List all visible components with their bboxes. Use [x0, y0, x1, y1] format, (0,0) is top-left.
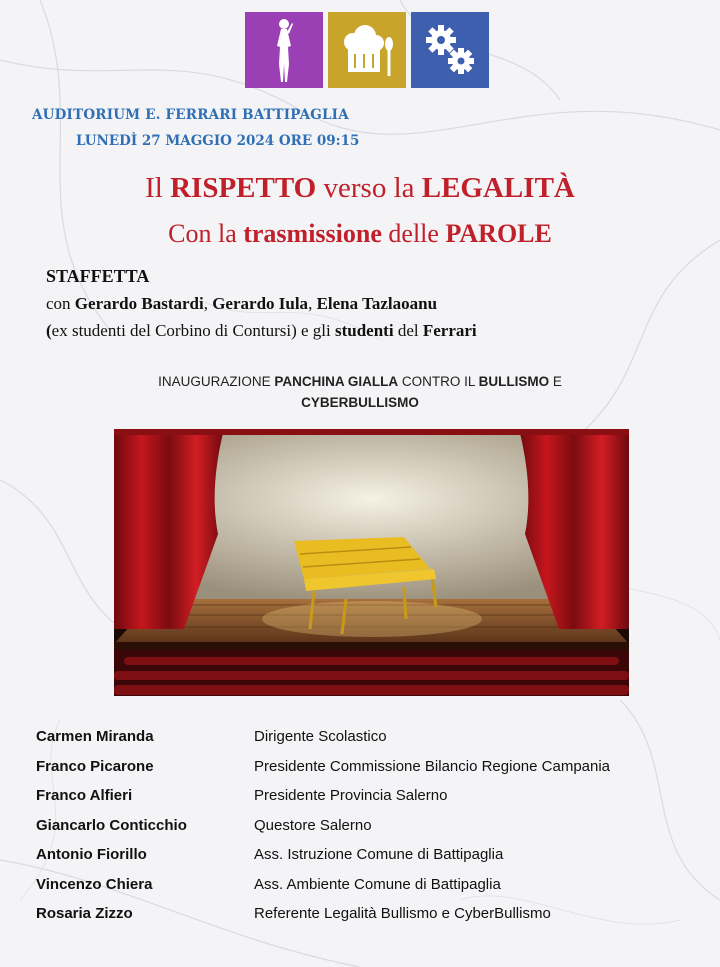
- staffetta-note: (ex studenti del Corbino di Contursi) e gli studenti del Ferrari: [46, 321, 477, 340]
- subtitle: Con la trasmissione delle PAROLE: [168, 219, 552, 248]
- stage-illustration: [114, 429, 629, 696]
- gears-icon: [411, 12, 489, 88]
- participant-row: Giancarlo Conticchio Questore Salerno: [36, 816, 372, 834]
- staffetta-participants: con Gerardo Bastardi, Gerardo Iula, Elena Tazlaoanu: [46, 294, 438, 313]
- inauguration-text: INAUGURAZIONE PANCHINA GIALLA CONTRO IL BULLISMO E CYBERBULLISMO: [158, 374, 562, 410]
- participant-row: Antonio Fiorillo Ass. Istruzione Comune di Battipaglia: [36, 846, 504, 864]
- chef-hat-icon: [328, 12, 406, 88]
- participant-row: Rosaria Zizzo Referente Legalità Bullismo e CyberBullismo: [36, 905, 551, 923]
- venue-text: AUDITORIUM E. FERRARI BATTIPAGLIA: [32, 107, 349, 123]
- participant-row: Carmen Miranda Dirigente Scolastico: [36, 728, 387, 746]
- staffetta-heading: STAFFETTA: [46, 266, 150, 286]
- participant-row: Franco Alfieri Presidente Provincia Salerno: [36, 787, 448, 805]
- event-date: LUNEDÌ 27 MAGGIO 2024 ORE 09:15: [76, 133, 360, 149]
- participant-row: Vincenzo Chiera Ass. Ambiente Comune di Battipaglia: [36, 875, 501, 893]
- main-title: Il RISPETTO verso la LEGALITÀ: [145, 172, 575, 204]
- participant-row: Franco Picarone Presidente Commissione Bilancio Regione Campania: [36, 757, 611, 775]
- participants-list: [36, 722, 696, 929]
- logo-row: [245, 12, 489, 88]
- fashion-figure-icon: [245, 12, 323, 88]
